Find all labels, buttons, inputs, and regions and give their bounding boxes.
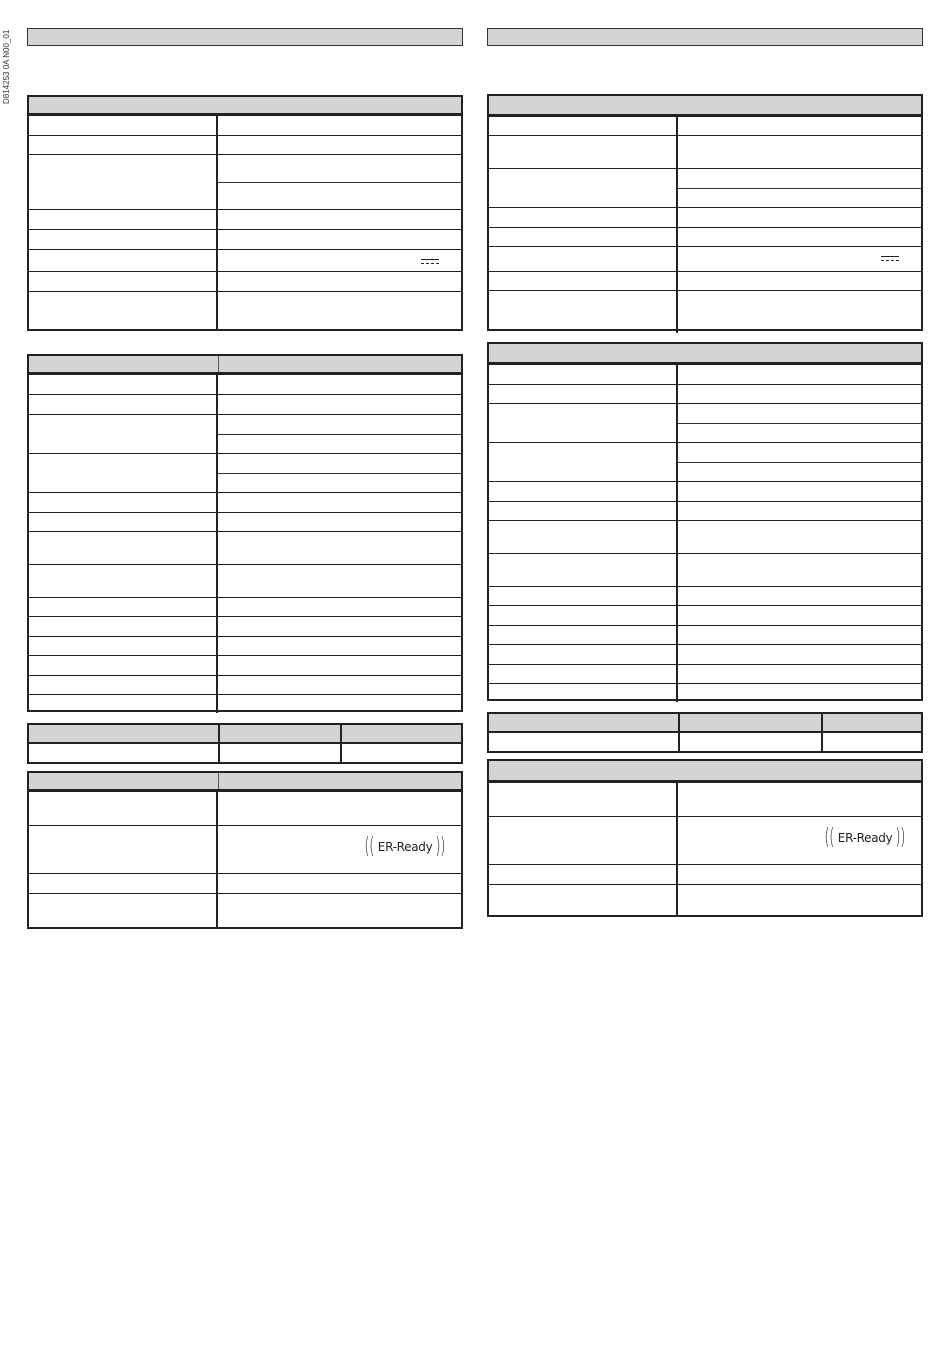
table-row (29, 453, 461, 492)
er-ready-logo-icon: (( ER-Ready )) (364, 834, 446, 859)
spec-table-1 (27, 95, 463, 331)
table-row (29, 414, 461, 453)
table-row (29, 271, 461, 291)
table-row (29, 873, 461, 893)
table-row (489, 782, 921, 816)
table-row (29, 636, 461, 655)
table-row (489, 520, 921, 553)
spec-table-2 (27, 354, 463, 712)
table-header (29, 97, 461, 115)
table-row (489, 605, 921, 625)
table-header (489, 714, 921, 733)
table-row (29, 531, 461, 564)
table-row (489, 816, 921, 864)
table-row (489, 625, 921, 644)
document-code: D814253 0A N00_01 (2, 29, 11, 104)
spec-table-3 (487, 712, 923, 753)
table-header (29, 725, 461, 744)
table-row (489, 384, 921, 403)
er-ready-label: ER-Ready (837, 831, 893, 845)
table-row (489, 644, 921, 664)
spec-table-4 (27, 771, 463, 929)
table-row (489, 135, 921, 168)
table-row (29, 291, 461, 331)
table-row (489, 501, 921, 520)
table-row (29, 249, 461, 271)
dc-current-icon (421, 259, 439, 266)
table-row (29, 893, 461, 929)
table-row (29, 154, 461, 209)
table-row (29, 135, 461, 154)
table-row (29, 655, 461, 675)
table-header (489, 761, 921, 782)
table-row (29, 825, 461, 873)
table-row (489, 246, 921, 271)
table-row (29, 791, 461, 825)
table-row (29, 209, 461, 229)
spec-table-3 (27, 723, 463, 764)
table-row (489, 864, 921, 884)
table-row (29, 694, 461, 713)
table-row (29, 229, 461, 249)
spec-table-1 (487, 94, 923, 331)
table-header (29, 773, 461, 791)
table-row (489, 364, 921, 384)
table-row (29, 394, 461, 414)
table-row (489, 733, 921, 751)
section-title-bar (27, 28, 463, 46)
table-row (29, 597, 461, 616)
table-row (489, 403, 921, 442)
table-row (489, 664, 921, 683)
table-row (489, 207, 921, 227)
table-row (489, 442, 921, 481)
er-ready-label: ER-Ready (377, 840, 433, 854)
table-row (29, 616, 461, 636)
table-row (489, 586, 921, 605)
spec-table-2 (487, 342, 923, 701)
spec-table-4 (487, 759, 923, 917)
dc-current-icon (881, 256, 899, 263)
table-header (489, 96, 921, 116)
section-title-bar (487, 28, 923, 46)
table-row (29, 744, 461, 762)
table-row (489, 290, 921, 333)
er-ready-logo-icon: (( ER-Ready )) (824, 825, 906, 850)
table-row (489, 683, 921, 702)
table-row (29, 675, 461, 694)
table-row (489, 116, 921, 135)
table-row (489, 481, 921, 501)
table-row (29, 374, 461, 394)
table-header (29, 356, 461, 374)
table-row (29, 512, 461, 531)
table-row (489, 227, 921, 246)
table-row (489, 271, 921, 290)
table-row (29, 564, 461, 597)
table-row (489, 553, 921, 586)
table-row (29, 115, 461, 135)
table-row (489, 168, 921, 207)
table-header (489, 344, 921, 364)
table-row (489, 884, 921, 917)
table-row (29, 492, 461, 512)
